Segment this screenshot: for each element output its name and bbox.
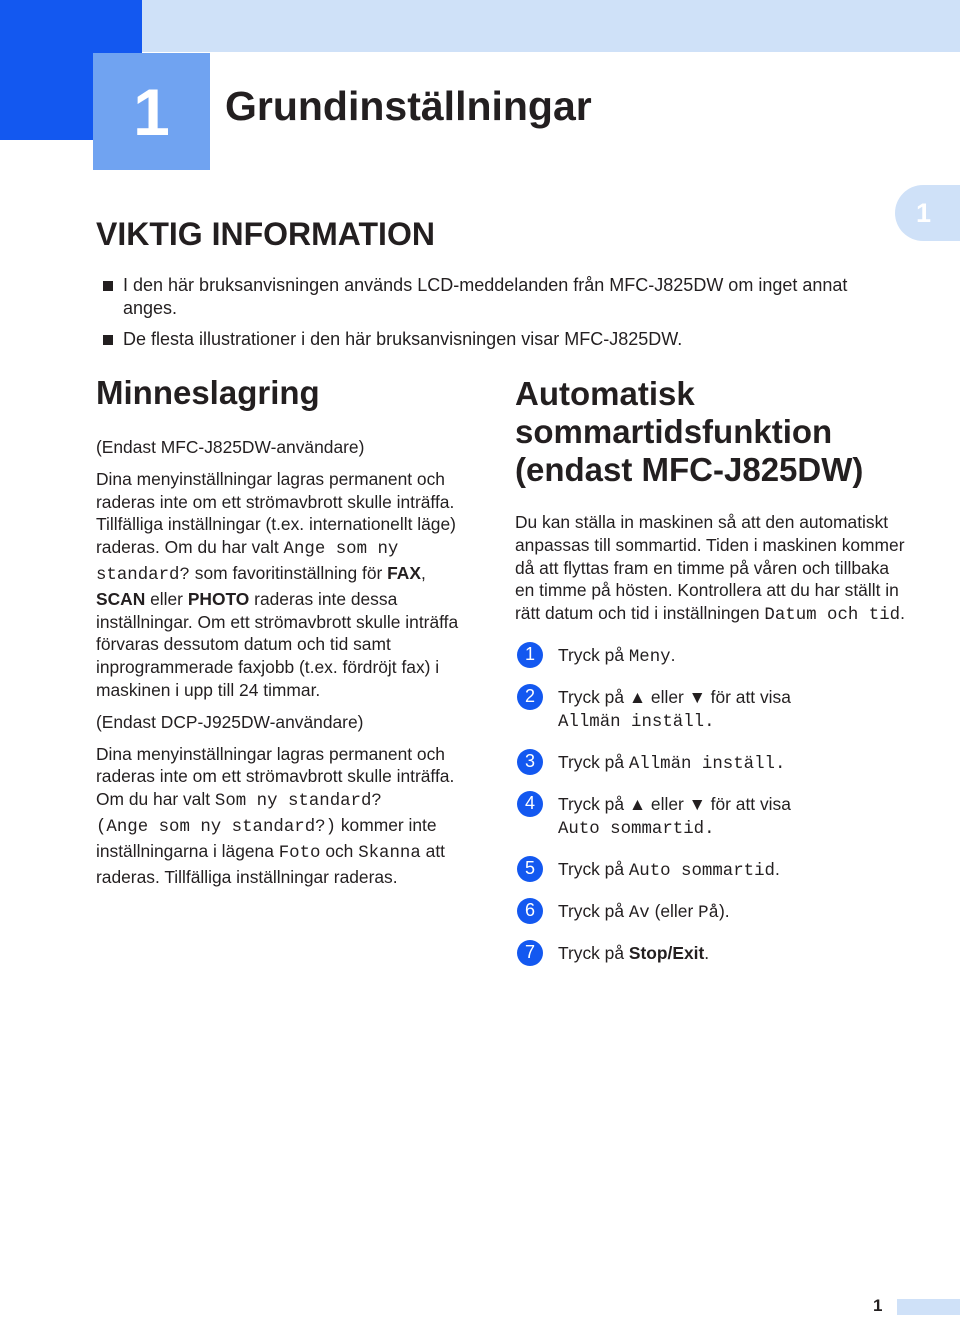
bullet-item [100, 274, 890, 320]
chapter-title: Grundinställningar [225, 83, 592, 129]
text: Tryck på [558, 793, 629, 814]
step-number-icon: 5 [517, 856, 543, 882]
page-number: 1 [873, 1296, 883, 1315]
key-name: FAX [387, 562, 421, 583]
text: Tryck på [558, 751, 629, 772]
chapter-number: 1 [133, 74, 170, 149]
chapter-side-tab[interactable] [895, 185, 960, 241]
text: Tryck på [558, 858, 629, 879]
text: , [420, 562, 426, 583]
bullet-square-icon [103, 335, 113, 345]
lcd-text: Allmän inställ. [558, 712, 715, 732]
text: Tryck på [558, 686, 629, 707]
paragraph [515, 511, 905, 628]
footer-bar [897, 1299, 960, 1315]
text: (Endast MFC-J825DW-användare) [96, 437, 365, 457]
header-band [142, 0, 960, 52]
step-item [515, 942, 905, 965]
bullet-square-icon [103, 281, 113, 291]
step-item [515, 858, 905, 883]
step-item [515, 644, 905, 669]
lcd-text: Ange som ny standard? [96, 540, 399, 585]
text: . [900, 603, 905, 624]
paragraph [96, 711, 476, 734]
key-name: SCAN [96, 588, 146, 609]
up-arrow-icon: ▲ [628, 793, 647, 814]
step-number-icon: 7 [517, 940, 543, 966]
lcd-text: Skanna [358, 843, 421, 863]
text: ). [718, 900, 730, 921]
sommartid-section [515, 375, 905, 965]
text: . [704, 942, 710, 963]
up-arrow-icon: ▲ [628, 686, 647, 707]
lcd-text: Auto sommartid [628, 861, 775, 881]
text: eller [646, 686, 689, 707]
text: och [320, 840, 359, 861]
step-number-icon: 3 [517, 749, 543, 775]
text: . [774, 858, 780, 879]
text: eller [145, 588, 188, 609]
lcd-text: Som ny standard? [214, 792, 382, 812]
text: . [670, 644, 676, 665]
text: kommer inte inställningarna i lägena [96, 814, 437, 861]
section-heading-viktig: VIKTIG INFORMATION [96, 216, 435, 252]
step-item [515, 686, 905, 734]
key-name: PHOTO [187, 588, 250, 609]
paragraph [96, 743, 476, 889]
lcd-text: Av [628, 903, 650, 923]
text: raderas inte dessa inställningar. Om ett strömavbrott skulle inträffa förvaras dessutom datum och tid samt inprogrammerade faxjobb (t.ex. fördröjt fax) i maskinen i upp till 24 timmar. [96, 588, 459, 700]
lcd-text: (Ange som ny standard?) [96, 817, 337, 837]
chapter-number-box [93, 53, 210, 170]
text: som favoritinställning för [189, 562, 388, 583]
text: eller [646, 793, 689, 814]
step-number-icon: 2 [517, 684, 543, 710]
lcd-text: Allmän inställ. [628, 754, 786, 774]
key-name: Stop/Exit [628, 942, 705, 963]
side-tab-number: 1 [915, 197, 932, 228]
bullet-text: I den här bruksanvisningen används LCD-meddelanden från MFC-J825DW om inget annat anges. [123, 275, 848, 318]
section-heading-minneslagring: Minneslagring [96, 374, 320, 411]
step-item [515, 751, 905, 776]
text: för att visa [705, 793, 791, 814]
text: (Endast DCP-J925DW-användare) [96, 711, 364, 732]
text: att raderas. Tillfälliga inställningar raderas. [96, 840, 445, 887]
text: (eller [649, 900, 699, 921]
down-arrow-icon: ▼ [688, 686, 706, 707]
step-number-icon: 1 [517, 642, 543, 668]
info-bullet-list [100, 274, 890, 359]
lcd-text: Datum och tid [764, 606, 901, 626]
text: Tryck på [558, 900, 629, 921]
bullet-item [100, 328, 890, 351]
step-item [515, 900, 905, 925]
lcd-text: Foto [278, 843, 321, 863]
text: Dina menyinställningar lagras permanent och raderas inte om ett strömavbrott skulle inträffa. Tillfälliga inställningar (t.ex. internationellt läge) raderas. Om du har valt [96, 468, 456, 558]
down-arrow-icon: ▼ [688, 793, 706, 814]
lcd-text: Auto sommartid. [558, 819, 715, 839]
step-number-icon: 6 [517, 898, 543, 924]
bullet-text: De flesta illustrationer i den här bruksanvisningen visar MFC-J825DW. [123, 329, 683, 349]
lcd-text: Meny [628, 647, 671, 667]
step-number-icon: 4 [517, 791, 543, 817]
text: för att visa [705, 686, 791, 707]
text: Dina menyinställningar lagras permanent och raderas inte om ett strömavbrott skulle inträffa. Om du har valt [96, 743, 455, 810]
lcd-text: På [698, 903, 719, 923]
text: Tryck på [558, 942, 629, 963]
text: Tryck på [558, 644, 629, 665]
minneslagring-section [96, 372, 476, 897]
paragraph [96, 468, 476, 702]
step-item [515, 793, 905, 841]
text: Du kan ställa in maskinen så att den automatiskt anpassas till sommartid. Tiden i maskinen kommer då att flyttas fram en timme på våren och tillbaka en timme på hösten. Kontrollera att du har ställt in rätt datum och tid i inställningen [515, 512, 905, 624]
step-list [515, 644, 905, 965]
paragraph [96, 436, 476, 459]
section-heading-sommartid: Automatisk sommartidsfunktion (endast MFC-J825DW) [515, 375, 864, 488]
